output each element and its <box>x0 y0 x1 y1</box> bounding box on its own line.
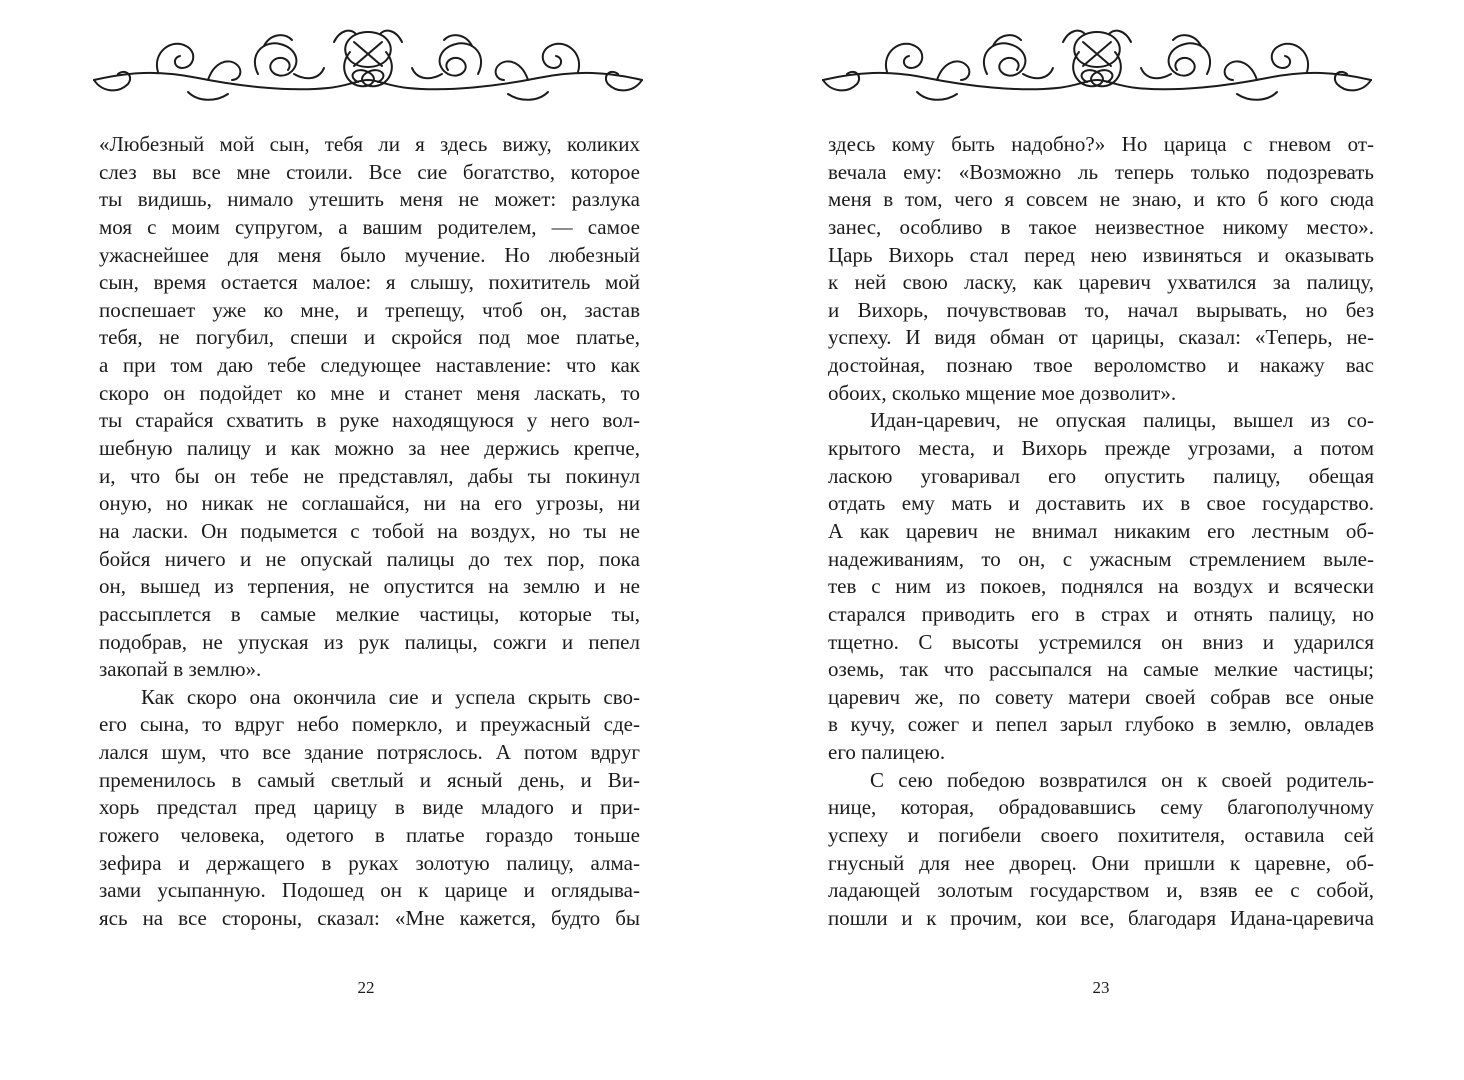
text-line: Царь Вихорь стал перед нею извиняться и оказывать <box>828 242 1374 267</box>
text-line: на ласки. Он подымется с тобой на воздух, но ты не <box>99 518 640 543</box>
text-line: зами усыпанную. Подошед он к царице и оглядыва- <box>99 878 640 903</box>
text-line: «Любезный мой сын, тебя ли я здесь вижу, коликих <box>99 132 640 156</box>
text-line: тебя, не погубил, спеши и скройся под мое платье, <box>99 325 640 350</box>
text-line: а при том даю тебе следующее наставление: что как <box>99 353 640 378</box>
text-line: отдать ему мать и доставить их в свое государство. <box>828 491 1374 516</box>
right-page <box>732 0 1464 1080</box>
text-line: ласкою уговаривал его опустить палицу, обещая <box>828 463 1374 488</box>
text-line: гнусный для нее дворец. Они пришли к царевне, об- <box>828 850 1374 875</box>
text-line: сын, время остается малое: я слышу, похититель мой <box>99 270 640 295</box>
page-number: 23 <box>1092 978 1110 997</box>
text-line: пошли и к прочим, кои все, благодаря Идана-царевича <box>828 905 1374 930</box>
text-line: лался шум, что все здание потряслось. А потом вдруг <box>99 740 640 765</box>
text-line: пременилось в самый светлый и ясный день, и Ви- <box>99 767 640 792</box>
text-line: ужаснейшее для меня было мучение. Но любезный <box>99 242 640 267</box>
text-line: и Вихорь, почувствовав то, начал вырывать, но без <box>828 297 1374 322</box>
text-line: рассыплется в самые мелкие частицы, которые ты, <box>99 601 640 626</box>
text-line: надеживаниям, то он, с ужасным стремлением выле- <box>828 546 1374 571</box>
text-line: скоро он подойдет ко мне и станет меня ласкать, то <box>99 380 640 405</box>
text-line: зефира и держащего в руках золотую палицу, алма- <box>99 850 640 875</box>
text-line: тев с ним из покоев, поднялся на воздух и всячески <box>828 574 1374 599</box>
text-line: обоих, сколько мщение мое дозволит». <box>828 380 1177 405</box>
text-line: нице, которая, обрадовавшись сему благополучному <box>828 795 1374 820</box>
text-line: А как царевич не внимал никаким его лестным об- <box>828 518 1374 543</box>
text-line: шебную палицу и как можно за нее держись крепче, <box>99 436 640 461</box>
text-line: здесь кому быть надобно?» Но царица с гневом от- <box>828 132 1374 156</box>
text-line: вечала ему: «Возможно ль теперь только подозревать <box>828 159 1374 184</box>
text-line: оземь, так что рассыпался на самые мелкие частицы; <box>828 657 1374 682</box>
text-line: поспешает уже ко мне, и трепещу, чтоб он, застав <box>99 297 640 322</box>
text-line: моя с моим супругом, а вашим родителем, — самое <box>99 214 640 239</box>
text-line: хорь предстал пред царицу в виде младого и при- <box>99 795 640 820</box>
headpiece-ornament-icon <box>817 22 1377 112</box>
text-line: Как скоро она окончила сие и успела скрыть сво- <box>141 684 640 709</box>
text-line: ты старайся схватить в руке находящуюся у него вол- <box>99 408 640 433</box>
text-line: он, вышед из терпения, не опустится на землю и не <box>99 574 640 599</box>
page-number: 22 <box>357 978 375 997</box>
left-page-text <box>99 131 640 933</box>
text-line: успеху и погибели своего похитителя, оставила сей <box>828 823 1374 848</box>
text-line: оную, но никак не соглашайся, ни на его угрозы, ни <box>99 491 640 516</box>
text-line: занес, особливо в такое неизвестное никому место». <box>828 214 1374 239</box>
text-line: закопай в землю». <box>99 657 262 682</box>
text-line: его сына, то вдруг небо померкло, и преужасный сде- <box>99 712 640 737</box>
text-line: успеху. И видя обман от царицы, сказал: «Теперь, не- <box>828 325 1374 350</box>
text-line: к ней свою ласку, как царевич ухватился за палицу, <box>828 270 1374 295</box>
text-line: тщетно. С высоты устремился он вниз и ударился <box>828 629 1374 654</box>
right-page-text <box>828 131 1374 933</box>
text-line: крытого места, и Вихорь прежде угрозами, а потом <box>828 436 1374 461</box>
text-line: Идан-царевич, не опуская палицы, вышел из со- <box>870 408 1374 433</box>
headpiece-ornament-icon <box>88 22 648 112</box>
text-line: слез вы все мне стоили. Все сие богатство, которое <box>99 159 640 184</box>
text-line: достойная, познаю твое вероломство и накажу вас <box>828 353 1374 378</box>
text-line: гожего человека, одетого в платье гораздо тоньше <box>99 823 640 848</box>
text-line: старался приводить его в страх и отнять палицу, но <box>828 601 1374 626</box>
text-line: в кучу, сожег и пепел зарыл глубоко в землю, овладев <box>828 712 1374 737</box>
text-line: и, что бы он тебе не представлял, дабы ты покинул <box>99 463 640 488</box>
text-line: ты видишь, нимало утешить меня не может: разлука <box>99 187 640 212</box>
text-line: С сею победою возвратился он к своей родитель- <box>870 767 1374 792</box>
text-line: меня в том, чего я совсем не знаю, и кто б кого сюда <box>828 187 1374 212</box>
text-line: ясь на все стороны, сказал: «Мне кажется, будто бы <box>99 905 640 930</box>
text-line: бойся ничего и не опускай палицы до тех пор, пока <box>99 546 640 571</box>
text-line: ладающей золотым государством и, взяв ее с собой, <box>828 878 1374 903</box>
text-line: его палицею. <box>828 740 946 765</box>
text-line: царевич же, по совету матери своей собрав все оные <box>828 684 1374 709</box>
text-line: подобрав, не упуская из рук палицы, сожги и пепел <box>99 629 640 654</box>
